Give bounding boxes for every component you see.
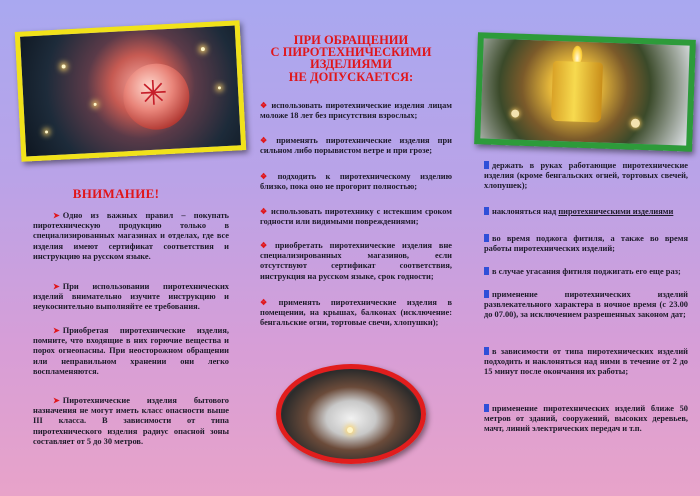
prohibited-item <box>260 241 452 282</box>
prohibited-item <box>260 101 452 121</box>
prohibited-item <box>260 172 452 192</box>
prohibited-text: использовать пиротехнику с истекшим сроком годности или видимыми повреждениями; <box>260 207 453 227</box>
main-title-line: С ПИРОТЕХНИЧЕСКИМИ <box>270 45 432 59</box>
rule-text: Пиротехнические изделия бытового назначения не могут иметь класс опасности выше III класса. В зависимости от типа пиротехнического изделия радиус опасной зоны составляет от 5 до 30 метров. <box>33 396 229 446</box>
square-bullet-icon <box>484 161 489 169</box>
arrow-bullet-icon: ➤ <box>53 396 60 405</box>
diamond-bullet-icon: ❖ <box>260 101 269 110</box>
diamond-bullet-icon: ❖ <box>260 172 275 181</box>
prohibited-item <box>484 267 688 277</box>
prohibited-item <box>484 234 688 254</box>
gold-bauble <box>511 109 519 117</box>
square-bullet-icon <box>484 267 489 275</box>
rule-paragraph <box>33 282 229 313</box>
prohibited-text: в зависимости от типа пиротехнических изделий подходить и наклоняться над ними в течение от 2 до 15 минут после окончания их работы; <box>484 347 688 377</box>
prohibited-text: применение пиротехнических изделий ближе 50 метров от зданий, сооружений, высоких деревьев, мачт, линий электрических передач и т.п. <box>484 404 688 434</box>
arrow-bullet-icon: ➤ <box>53 326 60 335</box>
rule-paragraph <box>33 396 229 447</box>
prohibited-item <box>484 290 688 321</box>
candle-image <box>551 61 603 123</box>
star-ornament-icon: ✳ <box>138 75 169 114</box>
light-sparkle <box>94 103 97 106</box>
main-title-line: ИЗДЕЛИЯМИ <box>310 57 392 71</box>
main-title-subheading: НЕ ДОПУСКАЕТСЯ: <box>288 70 414 84</box>
square-bullet-icon <box>484 207 489 215</box>
arrow-bullet-icon: ➤ <box>53 211 60 220</box>
square-bullet-icon <box>484 290 489 298</box>
rule-text: Приобретая пиротехнические изделия, помните, что входящие в них горючие вещества и порох огнеопасны. При неосторожном обращении или неправильном хранении они легко воспламеняются. <box>33 326 229 376</box>
diamond-bullet-icon: ❖ <box>260 298 276 307</box>
diamond-bullet-icon: ❖ <box>260 136 274 145</box>
prohibited-text: наклоняться над <box>492 207 557 216</box>
prohibited-item <box>260 136 452 156</box>
christmas-ornament-photo <box>15 20 246 162</box>
prohibited-text-underlined: пиротехническими изделиями <box>558 207 674 216</box>
prohibited-item <box>260 298 452 329</box>
left-panel <box>0 0 232 496</box>
prohibited-text: в случае угасания фитиля поджигать его еще раз; <box>492 267 681 276</box>
prohibited-text: во время поджога фитиля, а также во время работы пиротехнических изделий; <box>484 234 688 254</box>
prohibited-text: применять пиротехнические изделия в помещении, на крышах, балконах (исключение: бенгальские огни, тортовые свечи, хлопушки); <box>260 298 453 328</box>
prohibited-text: применять пиротехнические изделия при сильном либо порывистом ветре и при грозе; <box>260 136 452 156</box>
prohibited-text: держать в руках работающие пиротехнические изделия (кроме бенгальских огней, тортовых свечей, хлопушек); <box>484 161 688 191</box>
right-panel <box>470 0 700 496</box>
prohibited-item <box>260 207 452 227</box>
rule-text: Одно из важных правил – покупать пиротехническую продукцию только в специализированных магазинах и отделах, где все изделия имеют сертификат соответствия и инструкцию на русском языке. <box>33 211 229 261</box>
square-bullet-icon <box>484 404 489 412</box>
light-sparkle <box>45 130 48 133</box>
square-bullet-icon <box>484 347 489 355</box>
light-sparkle <box>62 64 66 68</box>
rule-text: При использовании пиротехнических изделий внимательно изучите инструкцию и неукоснительно выполняйте ее требования. <box>33 282 229 312</box>
prohibited-item <box>484 207 688 217</box>
light-sparkle <box>218 86 221 89</box>
prohibited-item <box>484 347 688 378</box>
rule-paragraph <box>33 326 229 377</box>
prohibited-text: приобретать пиротехнические изделия вне специализированных магазинов, если отсутствуют сертификат соответствия, инструкция на русском языке, срок годности; <box>260 241 452 281</box>
arrow-bullet-icon: ➤ <box>53 282 60 291</box>
prohibited-text: использовать пиротехнические изделия лицам моложе 18 лет без присутствия взрослых; <box>260 101 453 121</box>
gold-bauble <box>631 119 640 128</box>
rule-paragraph <box>33 211 229 262</box>
sparkler-glow <box>347 427 353 433</box>
prohibited-text: подходить к пиротехническому изделию близко, пока оно не прогорит полностью; <box>260 172 453 192</box>
christmas-candle-photo <box>474 32 696 152</box>
main-title-line: ПРИ ОБРАЩЕНИИ <box>293 33 409 47</box>
prohibited-item <box>484 161 688 192</box>
light-sparkle <box>201 47 205 51</box>
diamond-bullet-icon: ❖ <box>260 207 269 216</box>
prohibited-text: применение пиротехнических изделий развлекательного характера в ночное время (с 23.00 до 07.00), за исключением разрешенных законом дат; <box>484 290 688 320</box>
attention-heading: ВНИМАНИЕ! <box>72 186 160 201</box>
middle-panel <box>232 0 470 496</box>
prohibited-item <box>484 404 688 435</box>
square-bullet-icon <box>484 234 489 242</box>
people-with-sparklers-photo <box>276 364 426 464</box>
diamond-bullet-icon: ❖ <box>260 241 272 250</box>
